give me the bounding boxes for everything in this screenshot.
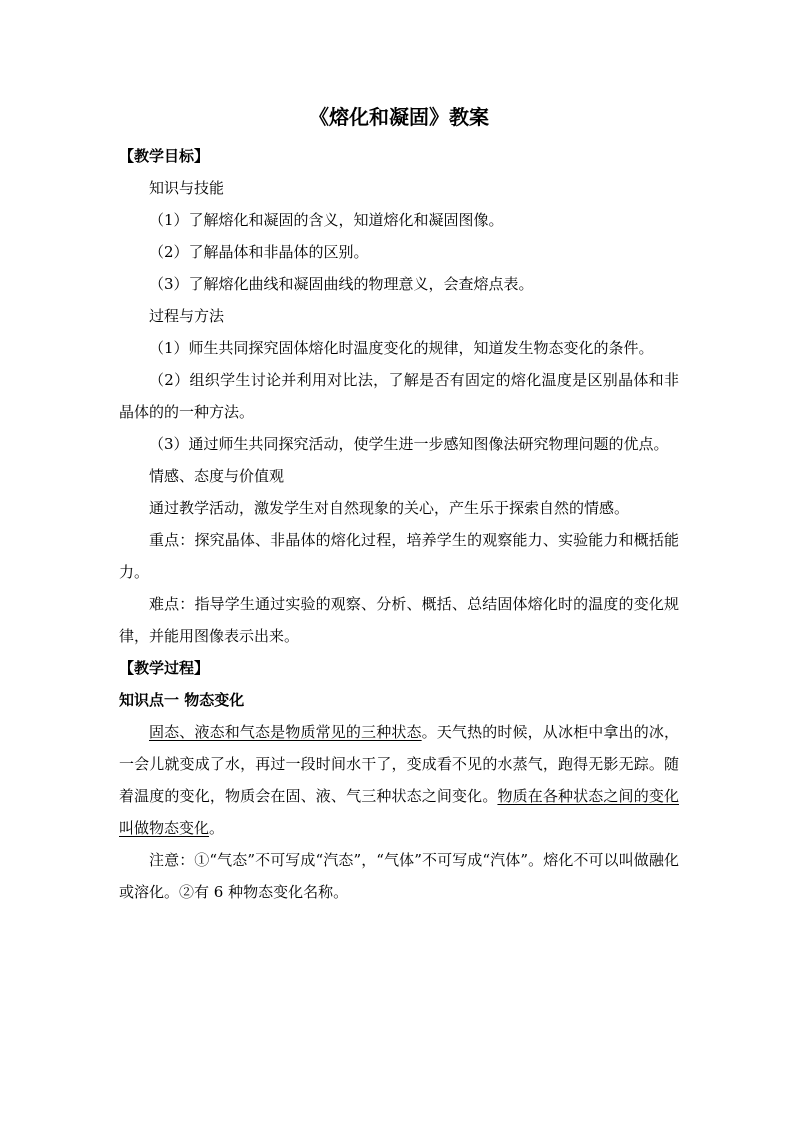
- paragraph-end-text: 。: [209, 819, 225, 837]
- underlined-definition-states: 固态、液态和气态是物质常见的三种状态: [149, 723, 422, 741]
- document-content: [119, 102, 679, 908]
- process-item: （3）通过师生共同探究活动，使学生进一步感知图像法研究物理问题的优点。: [149, 435, 669, 453]
- subheading-process-methods: 过程与方法: [149, 307, 225, 325]
- knowledge-point-heading: 知识点一 物态变化: [119, 691, 245, 709]
- key-point: 重点：探究晶体、非晶体的熔化过程，培养学生的观察能力、实验能力和概括能力。: [119, 531, 679, 581]
- state-change-paragraph: [119, 716, 679, 844]
- knowledge-item: （3）了解熔化曲线和凝固曲线的物理意义，会查熔点表。: [149, 275, 534, 293]
- document-title: 《熔化和凝固》教案: [309, 105, 489, 129]
- difficulty-point: 难点：指导学生通过实验的观察、分析、概括、总结固体熔化时的温度的变化规律，并能用图像表示出来。: [119, 595, 679, 645]
- paragraph-body-text: 。天气热的时候，从冰柜中拿出的冰，一会儿就变成了水，再过一段时间水干了，变成看不见的水蒸气，跑得无影无踪。随着温度的变化，物质会在固、液、气三种状态之间变化。: [119, 723, 679, 805]
- underlined-definition-state-change: 物质在各种状态之间的变化叫做物态变化: [119, 787, 679, 837]
- section-heading-objectives: 【教学目标】: [119, 147, 210, 165]
- section-heading-process: 【教学过程】: [119, 659, 210, 677]
- note-paragraph: 注意：①“气态”不可写成“汽态”，“气体”不可写成“汽体”。熔化不可以叫做融化或溶化。②有 6 种物态变化名称。: [119, 851, 679, 901]
- knowledge-item: （1）了解熔化和凝固的含义，知道熔化和凝固图像。: [149, 211, 504, 229]
- subheading-attitude-values: 情感、态度与价值观: [149, 467, 285, 485]
- subheading-knowledge-skills: 知识与技能: [149, 179, 225, 197]
- process-item: （2）组织学生讨论并利用对比法，了解是否有固定的熔化温度是区别晶体和非晶体的的一种方法。: [119, 371, 679, 421]
- attitude-text: 通过教学活动，激发学生对自然现象的关心，产生乐于探索自然的情感。: [149, 499, 630, 517]
- process-item: （1）师生共同探究固体熔化时温度变化的规律，知道发生物态变化的条件。: [149, 339, 654, 357]
- knowledge-item: （2）了解晶体和非晶体的区别。: [149, 243, 369, 261]
